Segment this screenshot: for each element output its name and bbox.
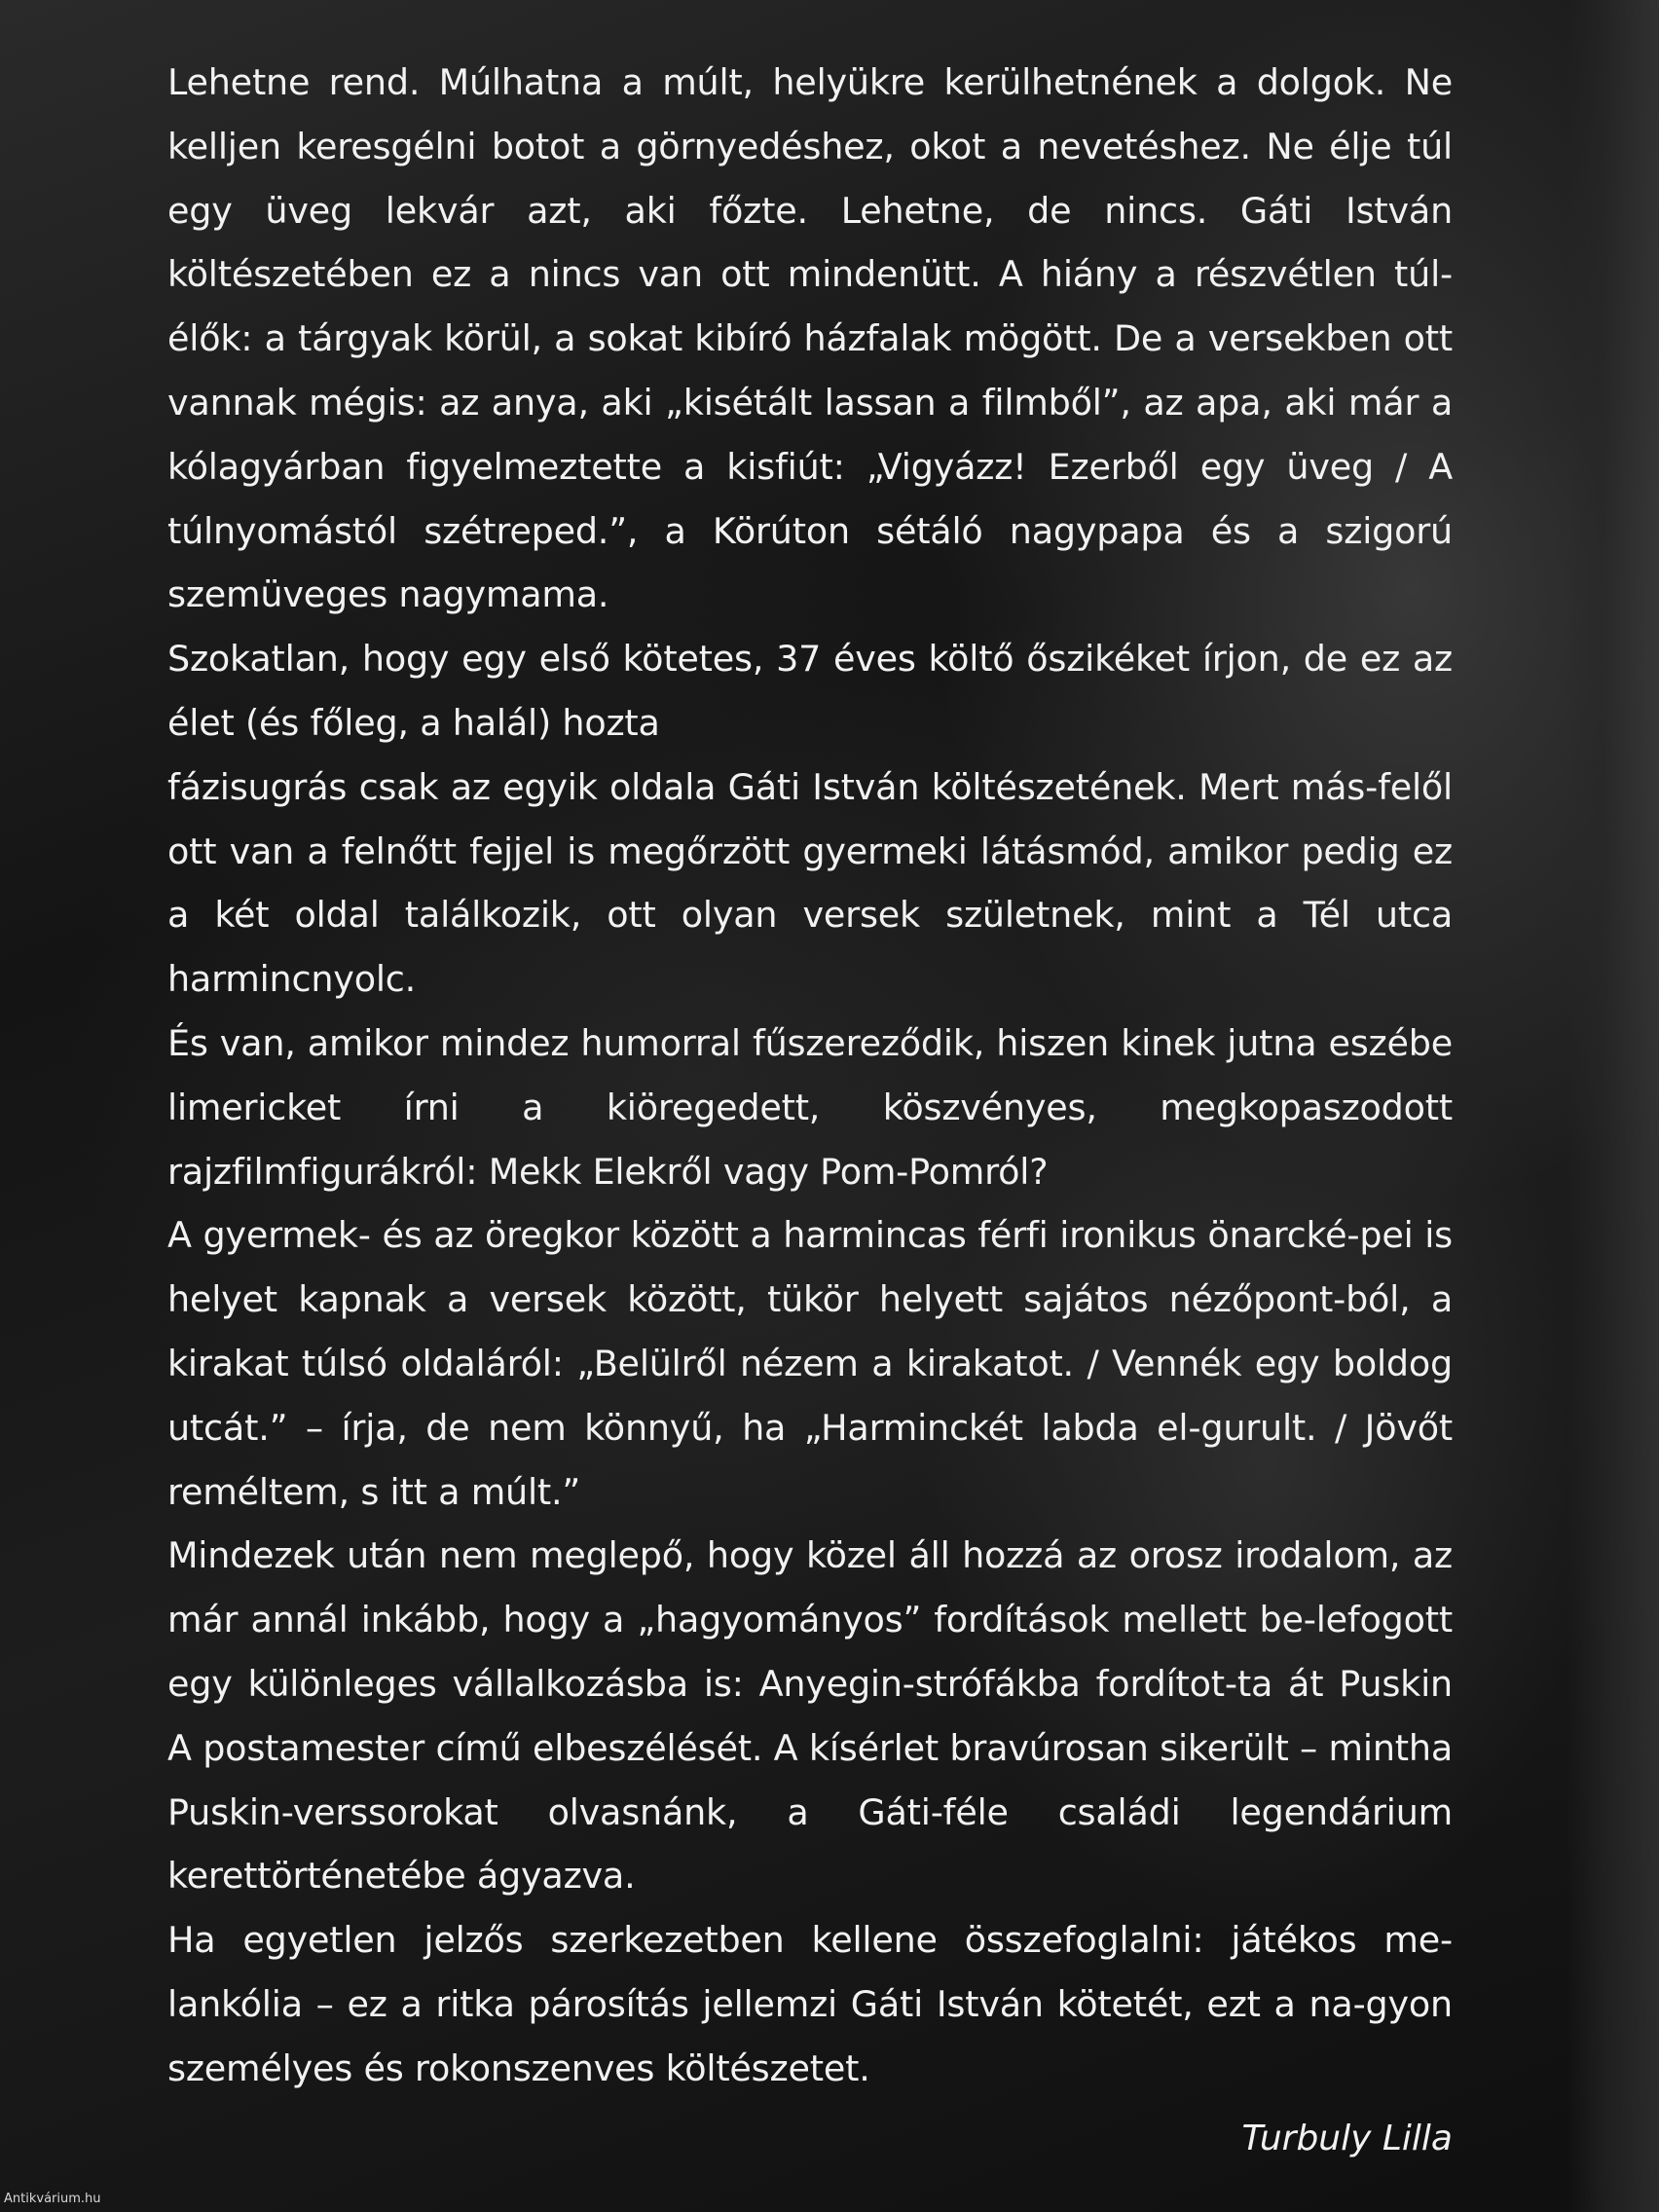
paragraph-3: fázisugrás csak az egyik oldala Gáti István költészetének. Mert más-felől ott van a felnőtt fejjel is megőrzött gyermeki látásmód, amikor pedig ez a két oldal találkozik, ott olyan versek születnek, mint a Tél utca harmincnyolc. [167,765,1453,1001]
body-text [167,51,1453,2101]
paragraph-2: Szokatlan, hogy egy első kötetes, 37 éves költő őszikéket írjon, de ez az élet (és főleg, a halál) hozta [167,638,1453,744]
page-edge-shadow [1567,0,1659,2212]
paragraph-5: A gyermek- és az öregkor között a harmincas férfi ironikus önarcké-pei is helyet kapnak a versek között, tükör helyett sajátos nézőpont-ból, a kirakat túlsó oldaláról: „Belülről nézem a kirakatot. / Vennék egy boldog utcát.” – írja, de nem könnyű, ha „Harminckét labda el-gurult. / Jövőt reméltem, s itt a múlt.” [167,1214,1453,1513]
paragraph-6: Mindezek után nem meglepő, hogy közel áll hozzá az orosz irodalom, az már annál inkább, hogy a „hagyományos” fordítások mellett be-lefogott egy különleges vállalkozásba is: Anyegin-strófákba fordítot-ta át Puskin A postamester című elbeszélését. A kísérlet bravúrosan sikerült – mintha Puskin-verssorokat olvasnánk, a Gáti-féle családi legendárium kerettörténetébe ágyazva. [167,1534,1453,1898]
paragraph-4: És van, amikor mindez humorral fűszereződik, hiszen kinek jutna eszébe limericket írni a kiöregedett, köszvényes, megkopaszodott rajzfilmfigurákról: Mekk Elekről vagy Pom-Pomról? [167,1021,1453,1193]
author-signature: Turbuly Lilla [1241,2119,1453,2158]
paragraph-1: Lehetne rend. Múlhatna a múlt, helyükre kerülhetnének a dolgok. Ne kelljen keresgélni botot a görnyedéshez, okot a nevetéshez. Ne élje túl egy üveg lekvár azt, aki főzte. Lehetne, de nincs. Gáti István költészetében ez a nincs van ott mindenütt. A hiány a részvétlen túl-élők: a tárgyak körül, a sokat kibíró házfalak mögött. De a versekben ott vannak mégis: az anya, aki „kisétált lassan a filmből”, az apa, aki már a kólagyárban figyelmeztette a kisfiút: „Vigyázz! Ezerből egy üveg / A túlnyomástól szétreped.”, a Körúton sétáló nagypapa és a szigorú szemüveges nagymama. [167,61,1453,616]
watermark: Antikvárium.hu [4,2192,101,2206]
paragraph-7: Ha egyetlen jelzős szerkezetben kellene összefoglalni: játékos me-lankólia – ez a ritka párosítás jellemzi Gáti István kötetét, ezt a na-gyon személyes és rokonszenves költészetet. [167,1919,1453,2089]
